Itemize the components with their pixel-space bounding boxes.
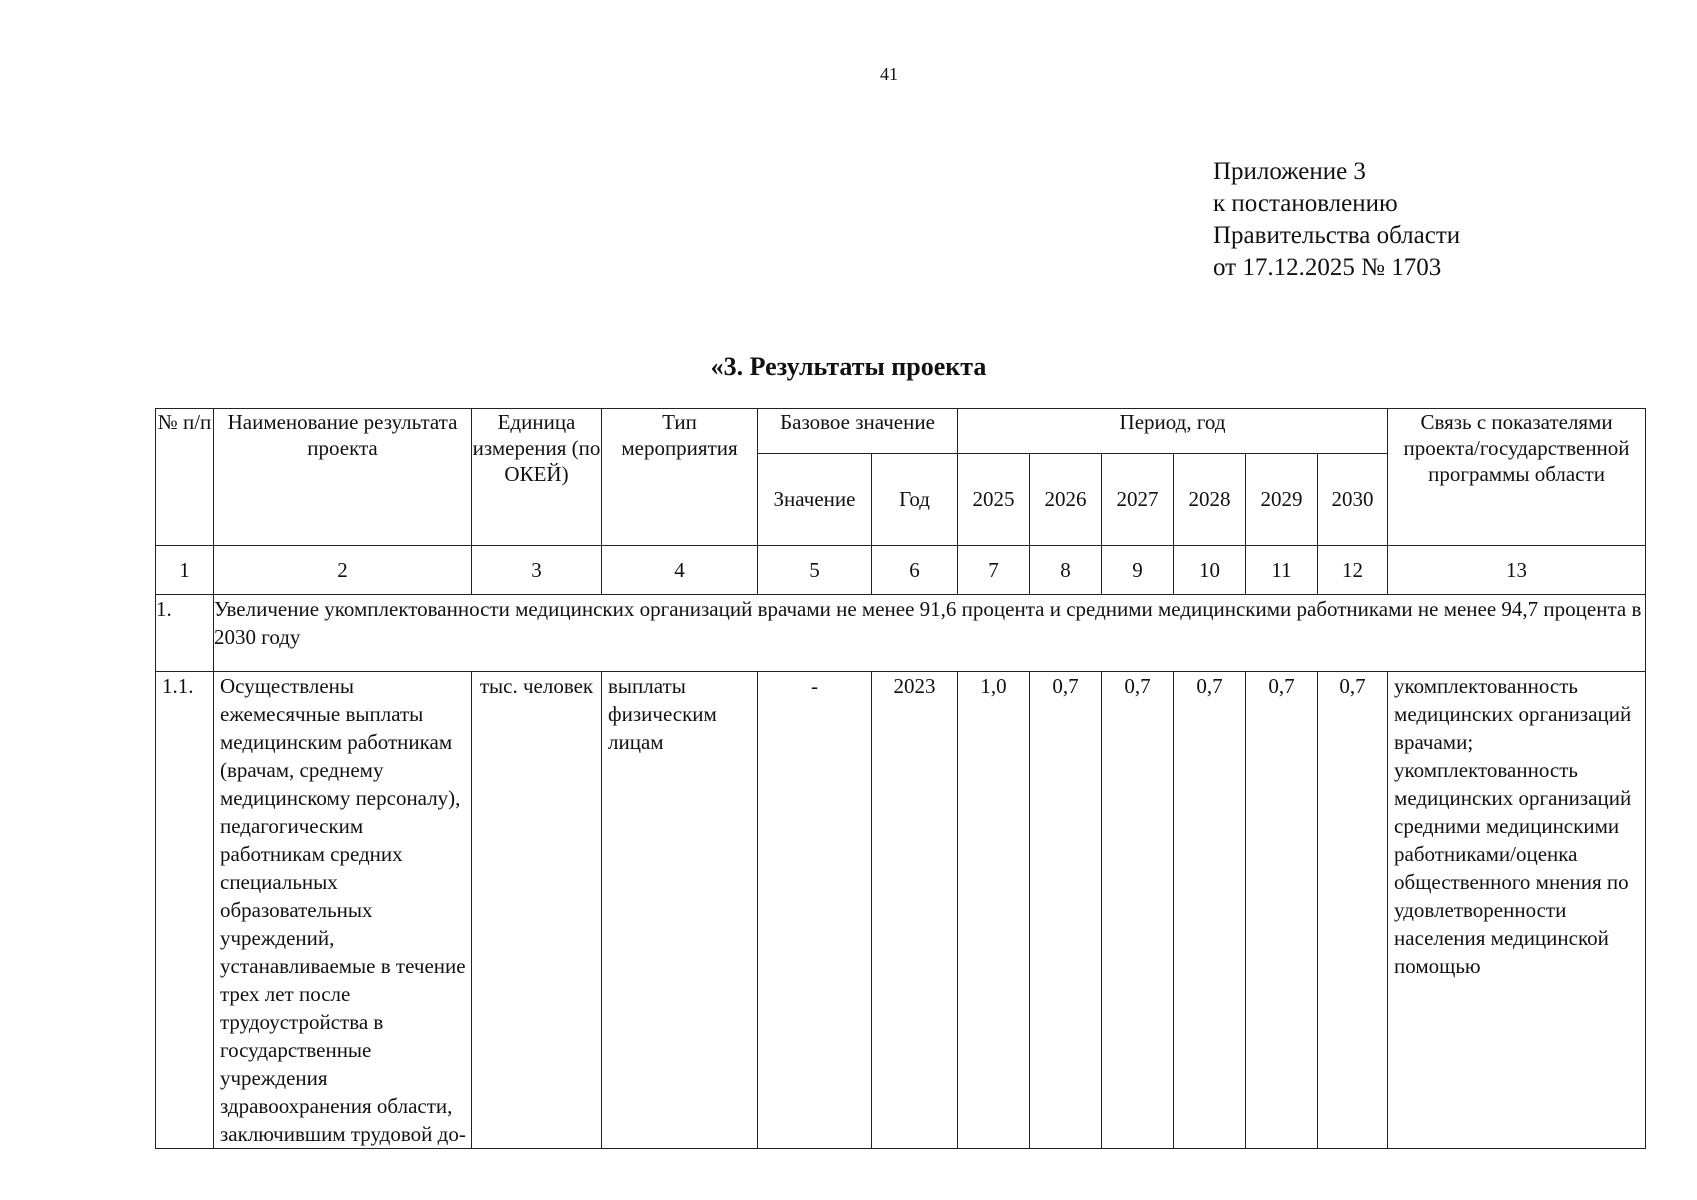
- section-row: [156, 595, 1646, 672]
- item-value-2029: 0,7: [1246, 672, 1318, 1149]
- column-number: 8: [1030, 546, 1102, 595]
- item-name: Осуществлены ежемесячные выплаты медицинским работникам (врачам, среднему медицинскому персоналу), педагогическим работникам средних специальных образовательных учреждений, устанавливаемые в течение трех лет после трудоустройства в государственные учреждения здравоохранения области, заключившим трудовой до-: [214, 672, 472, 1149]
- column-number: 6: [872, 546, 958, 595]
- item-type: выплаты физическим лицам: [602, 672, 758, 1149]
- header-year-2025: 2025: [958, 453, 1030, 545]
- results-table: [155, 408, 1646, 1149]
- header-unit: Единица измерения (по ОКЕЙ): [472, 409, 602, 546]
- appendix-block: [1213, 156, 1460, 284]
- column-number: 5: [758, 546, 872, 595]
- header-base-value: Значение: [758, 453, 872, 545]
- header-year-2027: 2027: [1102, 453, 1174, 545]
- header-link: Связь с показателями проекта/государственной программы области: [1388, 409, 1646, 546]
- column-number: 10: [1174, 546, 1246, 595]
- appendix-line-3: Правительства области: [1213, 222, 1461, 249]
- column-number: 3: [472, 546, 602, 595]
- item-value-2025: 1,0: [958, 672, 1030, 1149]
- header-row-1: [156, 409, 1646, 454]
- header-num: № п/п: [156, 409, 214, 546]
- section-num: 1.: [156, 595, 214, 672]
- header-type: Тип мероприятия: [602, 409, 758, 546]
- header-year-2026: 2026: [1030, 453, 1102, 545]
- column-number: 11: [1246, 546, 1318, 595]
- item-num: 1.1.: [156, 672, 214, 1149]
- table-row: [156, 672, 1646, 1149]
- page-number: 41: [880, 64, 898, 84]
- section-text: Увеличение укомплектованности медицинских организаций врачами не менее 91,6 процента и средними медицинскими работниками не менее 94,7 процента в 2030 году: [214, 595, 1646, 672]
- column-number: 4: [602, 546, 758, 595]
- appendix-line-2: к постановлению: [1213, 190, 1398, 217]
- header-year-2028: 2028: [1174, 453, 1246, 545]
- header-base: Базовое значение: [758, 409, 958, 454]
- column-number: 12: [1318, 546, 1388, 595]
- header-base-year: Год: [872, 453, 958, 545]
- header-period: Период, год: [958, 409, 1388, 454]
- item-value-2027: 0,7: [1102, 672, 1174, 1149]
- column-number: 1: [156, 546, 214, 595]
- header-year-2029: 2029: [1246, 453, 1318, 545]
- item-value-2030: 0,7: [1318, 672, 1388, 1149]
- header-name: Наименование результата проекта: [214, 409, 472, 546]
- column-number: 2: [214, 546, 472, 595]
- item-value-2028: 0,7: [1174, 672, 1246, 1149]
- appendix-line-4: от 17.12.2025 № 1703: [1213, 254, 1442, 281]
- item-unit: тыс. человек: [472, 672, 602, 1149]
- document-title: «3. Результаты проекта: [710, 352, 987, 381]
- appendix-line-1: Приложение 3: [1213, 158, 1366, 185]
- item-base-value: -: [758, 672, 872, 1149]
- item-value-2026: 0,7: [1030, 672, 1102, 1149]
- column-number: 7: [958, 546, 1030, 595]
- header-year-2030: 2030: [1318, 453, 1388, 545]
- item-base-year: 2023: [872, 672, 958, 1149]
- item-link: укомплектованность медицинских организаций врачами; укомплектованность медицинских организаций средними медицинскими работниками/оценка общественного мнения по удовлетворенности населения медицинской помощью: [1388, 672, 1646, 1149]
- column-number-row: [156, 546, 1646, 595]
- column-number: 13: [1388, 546, 1646, 595]
- column-number: 9: [1102, 546, 1174, 595]
